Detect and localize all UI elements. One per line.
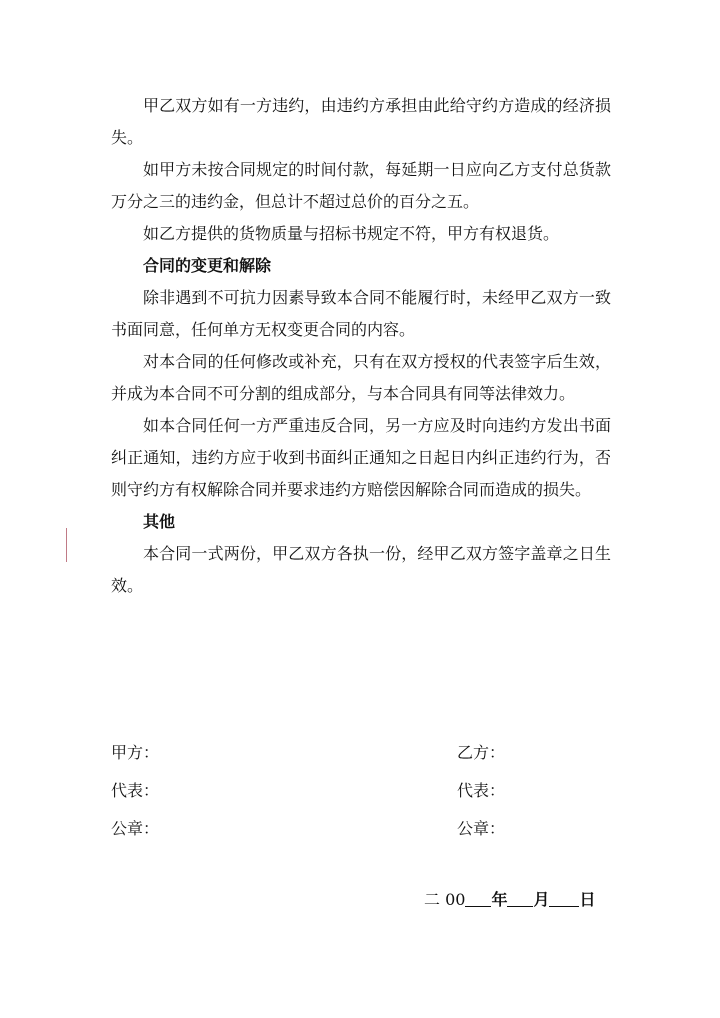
day-blank [549,890,579,907]
contract-body [111,90,611,602]
paragraph-termination: 如本合同任何一方严重违反合同，另一方应及时向违约方发出书面纠正通知，违约方应于收到书面纠正通知之日起日内纠正违约行为，否则守约方有权解除合同并要求违约方赔偿因解除合同而造成的损失。 [111,416,611,499]
paragraph-late-payment: 如甲方未按合同规定的时间付款，每延期一日应向乙方支付总货款万分之三的违约金，但总计不超过总价的百分之五。 [111,160,611,211]
paragraph-copies: 本合同一式两份，甲乙双方各执一份，经甲乙双方签字盖章之日生效。 [111,544,611,595]
signing-date [424,887,596,910]
party-a-label: 甲方： [111,743,160,762]
date-year-label: 年 [491,890,508,909]
signature-block-party-b [457,734,505,848]
paragraph-amendment: 对本合同的任何修改或补充，只有在双方授权的代表签字后生效，并成为本合同不可分割的组成部分，与本合同具有同等法律效力。 [111,352,611,403]
party-b-seal-label: 公章： [457,819,506,838]
paragraph-force-majeure: 除非遇到不可抗力因素导致本合同不能履行时，未经甲乙双方一致书面同意，任何单方无权变更合同的内容。 [111,288,611,339]
party-b-label: 乙方： [457,743,506,762]
date-month-label: 月 [533,890,550,909]
signature-block-party-a [111,734,159,848]
paragraph-breach-liability: 甲乙双方如有一方违约，由违约方承担由此给守约方造成的经济损失。 [111,96,611,147]
month-blank [507,890,533,907]
date-year-prefix: 二 00 [424,890,466,909]
year-blank [465,890,491,907]
party-a-representative-label: 代表： [111,781,160,800]
party-b-representative-label: 代表： [457,781,506,800]
date-day-label: 日 [579,890,596,909]
margin-revision-mark [66,528,67,562]
party-a-seal-label: 公章： [111,819,160,838]
heading-change-termination: 合同的变更和解除 [143,256,272,275]
paragraph-quality-return: 如乙方提供的货物质量与招标书规定不符，甲方有权退货。 [143,224,560,243]
heading-other: 其他 [143,512,176,531]
